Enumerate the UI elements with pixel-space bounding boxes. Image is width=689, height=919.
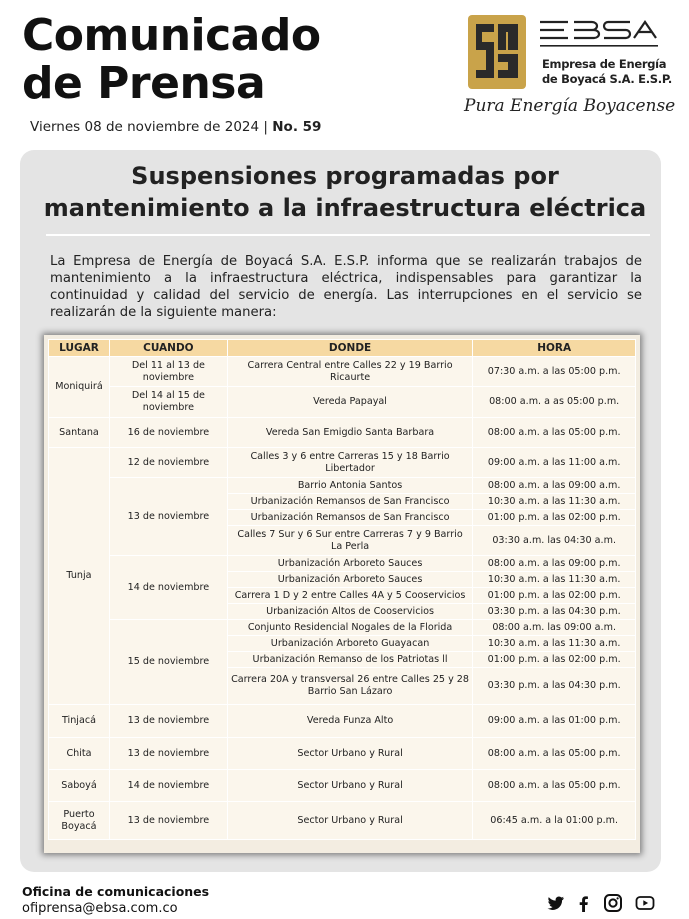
cell-cuando: 13 de noviembre xyxy=(109,802,227,840)
cell-lugar: Santana xyxy=(49,418,110,448)
cell-donde: Urbanización Arboreto Sauces xyxy=(227,556,473,572)
cell-cuando: 14 de noviembre xyxy=(109,770,227,802)
cell-donde: Urbanización Arboreto Guayacan xyxy=(227,636,473,652)
cell-donde: Carrera 20A y transversal 26 entre Calles 25 y 28 Barrio San Lázaro xyxy=(227,668,473,705)
header-cuando: CUANDO xyxy=(109,340,227,357)
cell-lugar: Moniquirá xyxy=(49,357,110,418)
cell-cuando: Del 11 al 13 de noviembre xyxy=(109,357,227,387)
cell-hora: 09:00 a.m. a las 01:00 p.m. xyxy=(473,705,636,738)
youtube-icon[interactable] xyxy=(635,893,655,913)
cell-hora: 07:30 a.m. a las 05:00 p.m. xyxy=(473,357,636,387)
cell-cuando: 16 de noviembre xyxy=(109,418,227,448)
cell-donde: Carrera Central entre Calles 22 y 19 Barrio Ricaurte xyxy=(227,357,473,387)
cell-donde: Sector Urbano y Rural xyxy=(227,802,473,840)
cell-hora: 08:00 a.m. a las 09:00 p.m. xyxy=(473,556,636,572)
cell-donde: Sector Urbano y Rural xyxy=(227,738,473,770)
company-slogan: Pura Energía Boyacense xyxy=(464,96,676,116)
headline-line-1: Suspensiones programadas por xyxy=(131,162,559,190)
cell-hora: 08:00 a.m. a las 05:00 p.m. xyxy=(473,738,636,770)
title-line-1: Comunicado xyxy=(22,10,321,61)
cell-hora: 08:00 a.m. las 09:00 a.m. xyxy=(473,620,636,636)
schedule-table-frame xyxy=(44,335,640,853)
headline-divider xyxy=(46,234,650,236)
press-release-title xyxy=(22,12,321,108)
cell-hora: 10:30 a.m. a las 11:30 a.m. xyxy=(473,572,636,588)
cell-cuando: 14 de noviembre xyxy=(109,556,227,620)
cell-hora: 10:30 a.m. a las 11:30 a.m. xyxy=(473,636,636,652)
table-row xyxy=(49,556,636,572)
table-row xyxy=(49,387,636,418)
instagram-icon[interactable] xyxy=(603,893,623,913)
cell-lugar: Tunja xyxy=(49,448,110,705)
dateline-separator: | xyxy=(263,119,268,135)
cell-donde: Urbanización Remanso de los Patriotas ll xyxy=(227,652,473,668)
table-row xyxy=(49,418,636,448)
table-row xyxy=(49,448,636,478)
cell-donde: Calles 3 y 6 entre Carreras 15 y 18 Barrio Libertador xyxy=(227,448,473,478)
cell-hora: 08:00 a.m. a as 05:00 p.m. xyxy=(473,387,636,418)
title-line-2: de Prensa xyxy=(22,58,266,109)
cell-donde: Vereda San Emigdio Santa Barbara xyxy=(227,418,473,448)
cell-hora: 06:45 a.m. a la 01:00 p.m. xyxy=(473,802,636,840)
table-row xyxy=(49,705,636,738)
headline-line-2: mantenimiento a la infraestructura eléctrica xyxy=(43,194,647,222)
cell-hora: 03:30 p.m. a las 04:30 p.m. xyxy=(473,604,636,620)
cell-donde: Carrera 1 D y 2 entre Calles 4A y 5 Cooservicios xyxy=(227,588,473,604)
cell-hora: 01:00 p.m. a las 02:00 p.m. xyxy=(473,652,636,668)
cell-lugar: Chita xyxy=(49,738,110,770)
cell-donde: Conjunto Residencial Nogales de la Florida xyxy=(227,620,473,636)
cell-lugar: Puerto Boyacá xyxy=(49,802,110,840)
intro-paragraph: La Empresa de Energía de Boyacá S.A. E.S.P. informa que se realizarán trabajos de mantenimiento a la infraestructura eléctrica, indispensables para garantizar la continuidad y calidad del servicio de energía. Las interrupciones en el servicio se realizarán de la siguiente manera: xyxy=(50,254,642,320)
header-hora: HORA xyxy=(473,340,636,357)
header-lugar: LUGAR xyxy=(49,340,110,357)
dateline xyxy=(30,119,321,135)
table-row xyxy=(49,478,636,494)
schedule-table xyxy=(48,339,636,840)
cell-hora: 08:00 a.m. a las 05:00 p.m. xyxy=(473,770,636,802)
cell-cuando: 13 de noviembre xyxy=(109,478,227,556)
cell-hora: 01:00 p.m. a las 02:00 p.m. xyxy=(473,510,636,526)
table-row xyxy=(49,802,636,840)
ebsa-logo xyxy=(462,12,682,124)
cell-lugar: Saboyá xyxy=(49,770,110,802)
cell-donde: Sector Urbano y Rural xyxy=(227,770,473,802)
table-row xyxy=(49,620,636,636)
twitter-icon[interactable] xyxy=(546,893,566,913)
cell-donde: Vereda Funza Alto xyxy=(227,705,473,738)
cell-cuando: Del 14 al 15 de noviembre xyxy=(109,387,227,418)
facebook-icon[interactable] xyxy=(574,893,594,913)
footer-email[interactable]: ofiprensa@ebsa.com.co xyxy=(22,901,178,916)
cell-cuando: 12 de noviembre xyxy=(109,448,227,478)
cell-hora: 08:00 a.m. a las 05:00 p.m. xyxy=(473,418,636,448)
cell-donde: Vereda Papayal xyxy=(227,387,473,418)
headline xyxy=(30,160,660,224)
cell-cuando: 13 de noviembre xyxy=(109,705,227,738)
table-row xyxy=(49,357,636,387)
cell-donde: Urbanización Remansos de San Francisco xyxy=(227,510,473,526)
cell-donde: Urbanización Altos de Cooservicios xyxy=(227,604,473,620)
cell-cuando: 15 de noviembre xyxy=(109,620,227,705)
cell-hora: 08:00 a.m. a las 09:00 a.m. xyxy=(473,478,636,494)
table-row xyxy=(49,738,636,770)
cell-hora: 09:00 a.m. a las 11:00 a.m. xyxy=(473,448,636,478)
table-header-row xyxy=(49,340,636,357)
cell-lugar: Tinjacá xyxy=(49,705,110,738)
cell-hora: 03:30 p.m. a las 04:30 p.m. xyxy=(473,668,636,705)
cell-hora: 10:30 a.m. a las 11:30 a.m. xyxy=(473,494,636,510)
cell-donde: Calles 7 Sur y 6 Sur entre Carreras 7 y 9 Barrio La Perla xyxy=(227,526,473,556)
cell-cuando: 13 de noviembre xyxy=(109,738,227,770)
cell-hora: 01:00 p.m. a las 02:00 p.m. xyxy=(473,588,636,604)
cell-donde: Urbanización Arboreto Sauces xyxy=(227,572,473,588)
release-date: Viernes 08 de noviembre de 2024 xyxy=(30,119,260,135)
table-row xyxy=(49,770,636,802)
company-name: Empresa de Energía de Boyacá S.A. E.S.P. xyxy=(542,57,672,86)
footer-office: Oficina de comunicaciones xyxy=(22,884,210,899)
release-number: No. 59 xyxy=(272,119,322,135)
cell-donde: Barrio Antonia Santos xyxy=(227,478,473,494)
cell-donde: Urbanización Remansos de San Francisco xyxy=(227,494,473,510)
header-donde: DONDE xyxy=(227,340,473,357)
cell-hora: 03:30 a.m. las 04:30 a.m. xyxy=(473,526,636,556)
